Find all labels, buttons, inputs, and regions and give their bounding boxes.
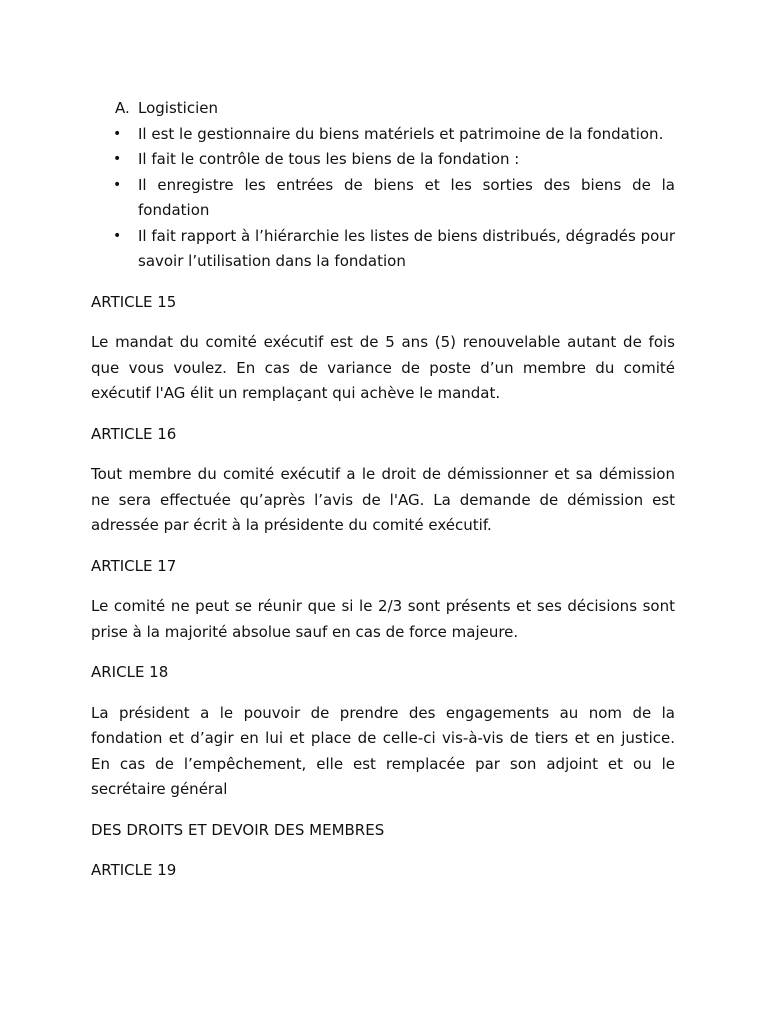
list-item: [91, 147, 675, 173]
role-list: [91, 96, 675, 275]
bullet-icon: •: [113, 125, 122, 142]
article-15-heading: ARTICLE 15: [91, 292, 177, 311]
article-16-text: Tout membre du comité exécutif a le droit de démissionner et sa démission ne sera effectuée qu’après l’avis de l'AG. La demande de démission est adressée par écrit à la présidente du comité exécutif.: [91, 465, 675, 534]
list-letter-marker: A.: [115, 99, 130, 117]
article-17-text: Le comité ne peut se réunir que si le 2/3 sont présents et ses décisions sont prise à la majorité absolue sauf en cas de force majeure.: [91, 597, 675, 641]
list-item-text: Il fait le contrôle de tous les biens de la fondation :: [138, 150, 520, 168]
article-16-heading: ARTICLE 16: [91, 424, 177, 443]
article-18-text: La président a le pouvoir de prendre des engagements au nom de la fondation et d’agir en lui et place de celle-ci vis-à-vis de tiers et en justice. En cas de l’empêchement, elle est remplacée par son adjoint et ou le secrétaire général: [91, 703, 675, 798]
article-19-heading: ARTICLE 19: [91, 861, 177, 879]
list-item-text: Il est le gestionnaire du biens matériels et patrimoine de la fondation.: [138, 124, 664, 143]
list-item: [91, 122, 675, 148]
bullet-icon: •: [113, 176, 122, 193]
list-item-text: Il enregistre les entrées de biens et les sorties des biens de la fondation: [138, 175, 675, 219]
list-item-text: Logisticien: [138, 99, 218, 117]
section-heading: DES DROITS ET DEVOIR DES MEMBRES: [91, 820, 385, 839]
bullet-icon: •: [113, 227, 122, 244]
list-item: [91, 224, 675, 275]
article-15-text: Le mandat du comité exécutif est de 5 ans (5) renouvelable autant de fois que vous voulez. En cas de variance de poste d’un membre du comité exécutif l'AG élit un remplaçant qui achève le mandat.: [91, 333, 675, 402]
list-item-lettered: [91, 96, 675, 122]
document-body: [91, 96, 675, 899]
article-17-heading: ARTICLE 17: [91, 556, 177, 575]
list-item-text: Il fait rapport à l’hiérarchie les listes de biens distribués, dégradés pour savoir l’utilisation dans la fondation: [138, 226, 675, 270]
list-item: [91, 173, 675, 224]
article-18-heading: ARICLE 18: [91, 663, 169, 681]
bullet-icon: •: [113, 151, 122, 167]
